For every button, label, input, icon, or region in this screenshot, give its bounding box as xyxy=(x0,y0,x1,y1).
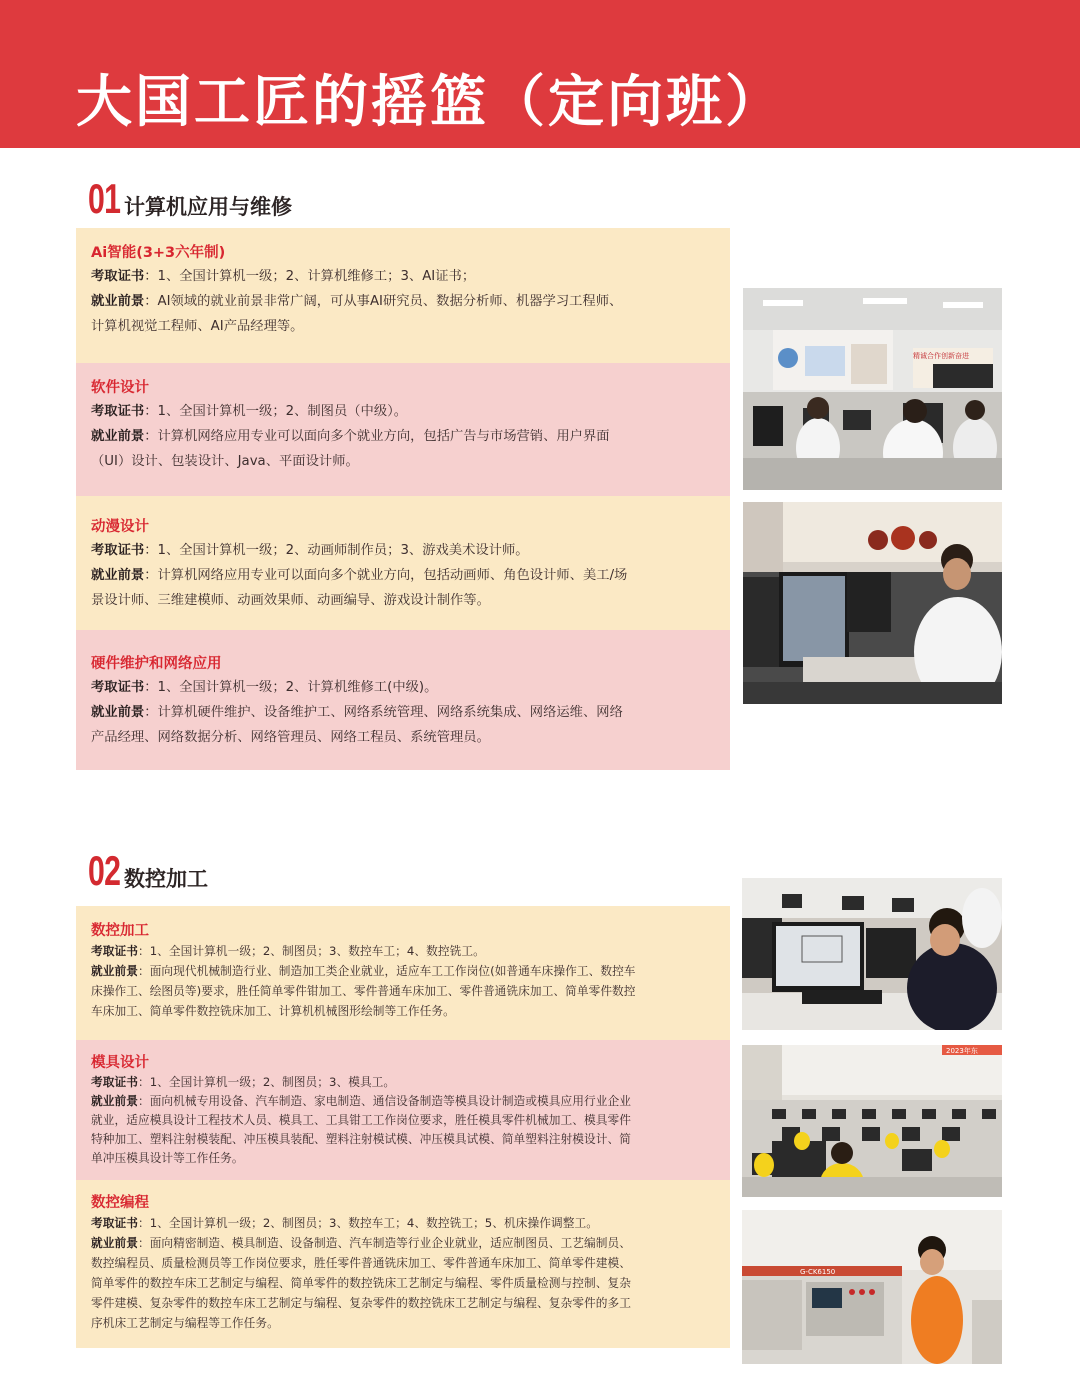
program-card-software xyxy=(76,363,730,496)
career-line: 就业前景：计算机硬件维护、设备维护工、网络系统管理、网络系统集成、网络运维、网络 xyxy=(91,705,623,720)
career-line: 就业前景：计算机网络应用专业可以面向多个就业方向，包括广告与市场营销、用户界面 xyxy=(91,429,610,444)
career-line: 零件建模、复杂零件的数控车床工艺制定与编程、复杂零件的数控铣床工艺制定与编程、复杂零件的多工 xyxy=(91,1296,631,1310)
certificate-line: 考取证书：1、全国计算机一级；2、制图员；3、数控车工；4、数控铣工。 xyxy=(91,944,485,958)
program-card-ai xyxy=(76,228,730,363)
cad-lab-photo xyxy=(742,878,1002,1030)
wall-sign-text: 精诚合作创新奋进 xyxy=(913,352,969,360)
career-line: 就业前景：面向精密制造、模具制造、设备制造、汽车制造等行业企业就业，适应制图员、工艺编制员、 xyxy=(91,1236,631,1250)
career-line: 就业前景：面向现代机械制造行业、制造加工类企业就业，适应车工工作岗位(如普通车床操作工、数控车 xyxy=(91,964,636,978)
certificate-line: 考取证书：1、全国计算机一级；2、制图员；3、模具工。 xyxy=(91,1075,396,1089)
career-line: 就业前景：AI领域的就业前景非常广阔，可从事AI研究员、数据分析师、机器学习工程师、 xyxy=(91,294,623,309)
career-line: 就业前景：计算机网络应用专业可以面向多个就业方向，包括动画师、角色设计师、美工/场 xyxy=(91,568,628,583)
program-title: 数控加工 xyxy=(91,923,149,939)
certificate-line: 考取证书：1、全国计算机一级；2、制图员（中级）。 xyxy=(91,404,408,419)
section-title: 计算机应用与维修 xyxy=(124,195,292,219)
program-card-hardware-network xyxy=(76,630,730,770)
program-card-mold-design xyxy=(76,1040,730,1180)
program-card-cnc-machining xyxy=(76,906,730,1040)
career-line: 计算机视觉工程师、AI产品经理等。 xyxy=(91,319,304,334)
program-card-cnc-programming xyxy=(76,1180,730,1348)
career-line: 数控编程员、质量检测员等工作岗位要求，胜任零件普通铣床加工、零件普通车床加工、简单零件建模、 xyxy=(91,1256,631,1270)
career-line: 景设计师、三维建模师、动画效果师、动画编导、游戏设计制作等。 xyxy=(91,593,490,608)
computer-classroom-photo xyxy=(743,288,1002,490)
career-line: 就业，适应模具设计工程技术人员、模具工、工具钳工工作岗位要求，胜任模具零件机械加工、模具零件 xyxy=(91,1113,631,1127)
cnc-computer-room-photo xyxy=(742,1045,1002,1197)
career-line: 就业前景：面向机械专用设备、汽车制造、家电制造、通信设备制造等模具设计制造或模具应用行业企业 xyxy=(91,1094,631,1108)
career-line: 简单零件的数控车床工艺制定与编程、简单零件的数控铣床工艺制定与编程、零件质量检测与控制、复杂 xyxy=(91,1276,631,1290)
career-line: （UI）设计、包装设计、Java、平面设计师。 xyxy=(91,454,359,469)
certificate-line: 考取证书：1、全国计算机一级；2、动画师制作员；3、游戏美术设计师。 xyxy=(91,543,529,558)
program-title: 硬件维护和网络应用 xyxy=(91,656,222,672)
career-line: 车床加工、简单零件数控铣床加工、计算机机械图形绘制等工作任务。 xyxy=(91,1004,455,1018)
career-line: 单冲压模具设计等工作任务。 xyxy=(91,1151,244,1165)
page-title: 大国工匠的摇篮（定向班） xyxy=(76,70,784,135)
certificate-line: 考取证书：1、全国计算机一级；2、制图员；3、数控车工；4、数控铣工；5、机床操作调整工。 xyxy=(91,1216,598,1230)
program-card-animation xyxy=(76,496,730,630)
career-line: 序机床工艺制定与编程等工作任务。 xyxy=(91,1316,279,1330)
banner-sign-text: 2023年东 xyxy=(946,1047,978,1055)
section-title: 数控加工 xyxy=(124,867,208,891)
certificate-line: 考取证书：1、全国计算机一级；2、计算机维修工(中级)。 xyxy=(91,680,438,695)
section-02-heading xyxy=(88,847,208,894)
career-line: 特种加工、塑料注射模装配、冲压模具装配、塑料注射模试模、冲压模具试模、简单塑料注射模设计、简 xyxy=(91,1132,631,1146)
program-title: 模具设计 xyxy=(91,1055,149,1071)
section-number: 01 xyxy=(88,175,121,222)
program-title: 数控编程 xyxy=(91,1195,149,1211)
machine-label-text: G-CK6150 xyxy=(800,1268,836,1276)
career-line: 产品经理、网络数据分析、网络管理员、网络工程员、系统管理员。 xyxy=(91,730,490,745)
certificate-line: 考取证书：1、全国计算机一级；2、计算机维修工；3、AI证书； xyxy=(91,269,476,284)
program-title: Ai智能(3+3六年制) xyxy=(91,245,226,261)
animation-lab-photo xyxy=(743,502,1002,704)
cnc-lathe-photo xyxy=(742,1210,1002,1364)
section-number: 02 xyxy=(88,847,121,894)
career-line: 床操作工、绘图员等)要求，胜任简单零件钳加工、零件普通车床加工、零件普通铣床加工、简单零件数控 xyxy=(91,984,636,998)
program-title: 软件设计 xyxy=(91,380,149,396)
section-01-heading xyxy=(88,175,292,222)
header-banner xyxy=(0,0,1080,148)
program-title: 动漫设计 xyxy=(91,519,149,535)
